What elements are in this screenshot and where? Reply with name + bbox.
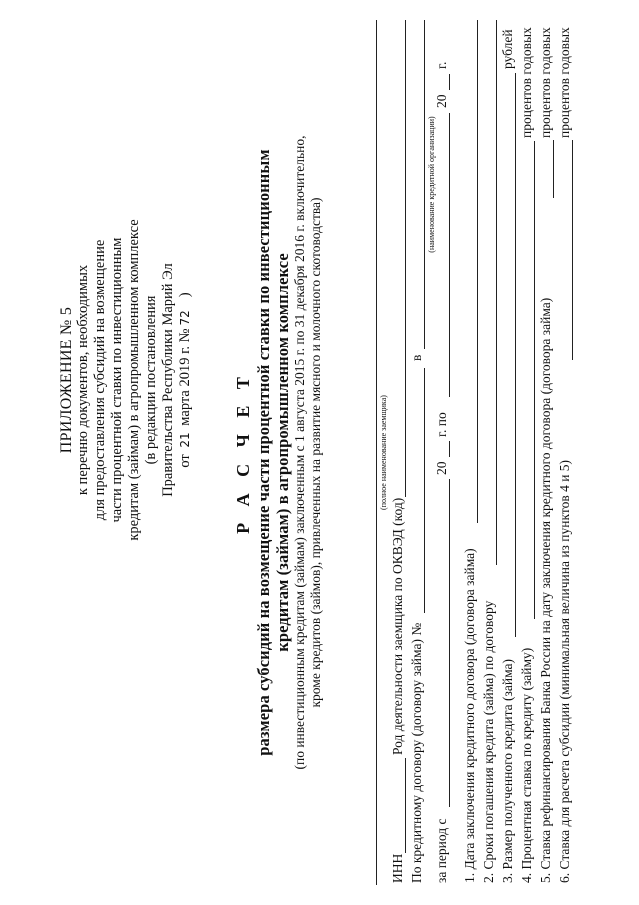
item-6-value-line <box>572 140 573 360</box>
title-line-1: размера субсидий на возмещение части процентной ставки по инвестиционным <box>254 149 273 756</box>
appendix-line-1: к перечню документов, необходимых <box>75 264 91 496</box>
item-1-value-line <box>477 20 478 523</box>
date-day: 21 <box>178 432 192 448</box>
title-note-2: кроме кредитов (займов), привлеченных на развитие мясного и молочного скотоводства) <box>308 197 323 708</box>
appendix-block <box>58 100 194 660</box>
item-2-value-line <box>496 20 497 565</box>
period-year-suffix-1: г. по <box>434 412 449 437</box>
item-3-unit: рублей <box>500 29 515 69</box>
in-label: в <box>409 354 424 361</box>
okved-value-line <box>405 20 406 497</box>
period-year-prefix-1: 20 <box>434 461 449 475</box>
contract-label: По кредитному договору (договору займа) № <box>409 622 424 883</box>
contract-number-line <box>424 368 425 613</box>
appendix-date-line <box>177 100 194 660</box>
period-year-blank-1 <box>449 441 450 457</box>
inn-value-line <box>405 758 406 853</box>
bank-name-line <box>424 20 425 349</box>
title-line-2: кредитам (займам) в агропромышленном комплексе <box>273 253 292 652</box>
borrower-name-line <box>376 20 377 885</box>
item-4-value-line <box>534 141 535 619</box>
item-1-label: 1. Дата заключения кредитного договора (договора займа) <box>462 548 477 883</box>
item-5-label: 5. Ставка рефинансирования Банка России на дату заключения кредитного договора (договора займа) <box>538 297 553 883</box>
okved-label: Род деятельности заемщика по ОКВЭД (код) <box>390 497 405 755</box>
date-suffix: ) <box>177 292 193 298</box>
item-6-label: 6. Ставка для расчета субсидии (минимальная величина из пунктов 4 и 5) <box>557 459 572 883</box>
inn-label: ИНН <box>390 853 405 883</box>
period-end-line <box>449 113 450 397</box>
item-4-unit: процентов годовых <box>519 27 534 138</box>
item-5-unit: процентов годовых <box>538 27 553 138</box>
borrower-caption: (полное наименование заемщика) <box>379 395 388 510</box>
date-prefix: от <box>177 454 193 468</box>
period-start-line <box>449 479 450 807</box>
appendix-line-2: для предоставления субсидий на возмещение <box>92 239 108 521</box>
date-number: 72 <box>178 310 192 326</box>
bank-caption: (наименование кредитной организации) <box>427 116 436 253</box>
title-block <box>232 20 324 885</box>
period-year-blank-2 <box>449 74 450 90</box>
title-note-1: (по инвестиционным кредитам (займам) заключенным с 1 августа 2015 г. по 31 декабря 2016 г. включительно, <box>292 135 307 770</box>
date-month-year: марта 2019 г. № <box>177 328 193 426</box>
item-3-value-line <box>515 73 516 637</box>
appendix-line-6: Правительства Республики Марий Эл <box>160 263 176 497</box>
item-2-label: 2. Сроки погашения кредита (займа) по договору <box>481 600 496 883</box>
appendix-number: ПРИЛОЖЕНИЕ № 5 <box>58 306 75 454</box>
period-year-prefix-2: 20 <box>434 94 449 108</box>
item-3-label: 3. Размер полученного кредита (займа) <box>500 658 515 883</box>
period-label: за период с <box>434 818 449 883</box>
item-4-label: 4. Процентная ставка по кредиту (займу) <box>519 647 534 883</box>
item-5-value-line <box>553 140 554 198</box>
appendix-line-3: части процентной ставки по инвестиционным <box>109 237 125 523</box>
document-title: Р А С Ч Е Т <box>233 371 253 534</box>
period-year-suffix-2: г. <box>434 61 449 69</box>
item-6-unit: процентов годовых <box>557 27 572 138</box>
appendix-line-5: (в редакции постановления <box>143 295 159 465</box>
appendix-line-4: кредитам (займам) в агропромышленном комплексе <box>126 219 142 541</box>
